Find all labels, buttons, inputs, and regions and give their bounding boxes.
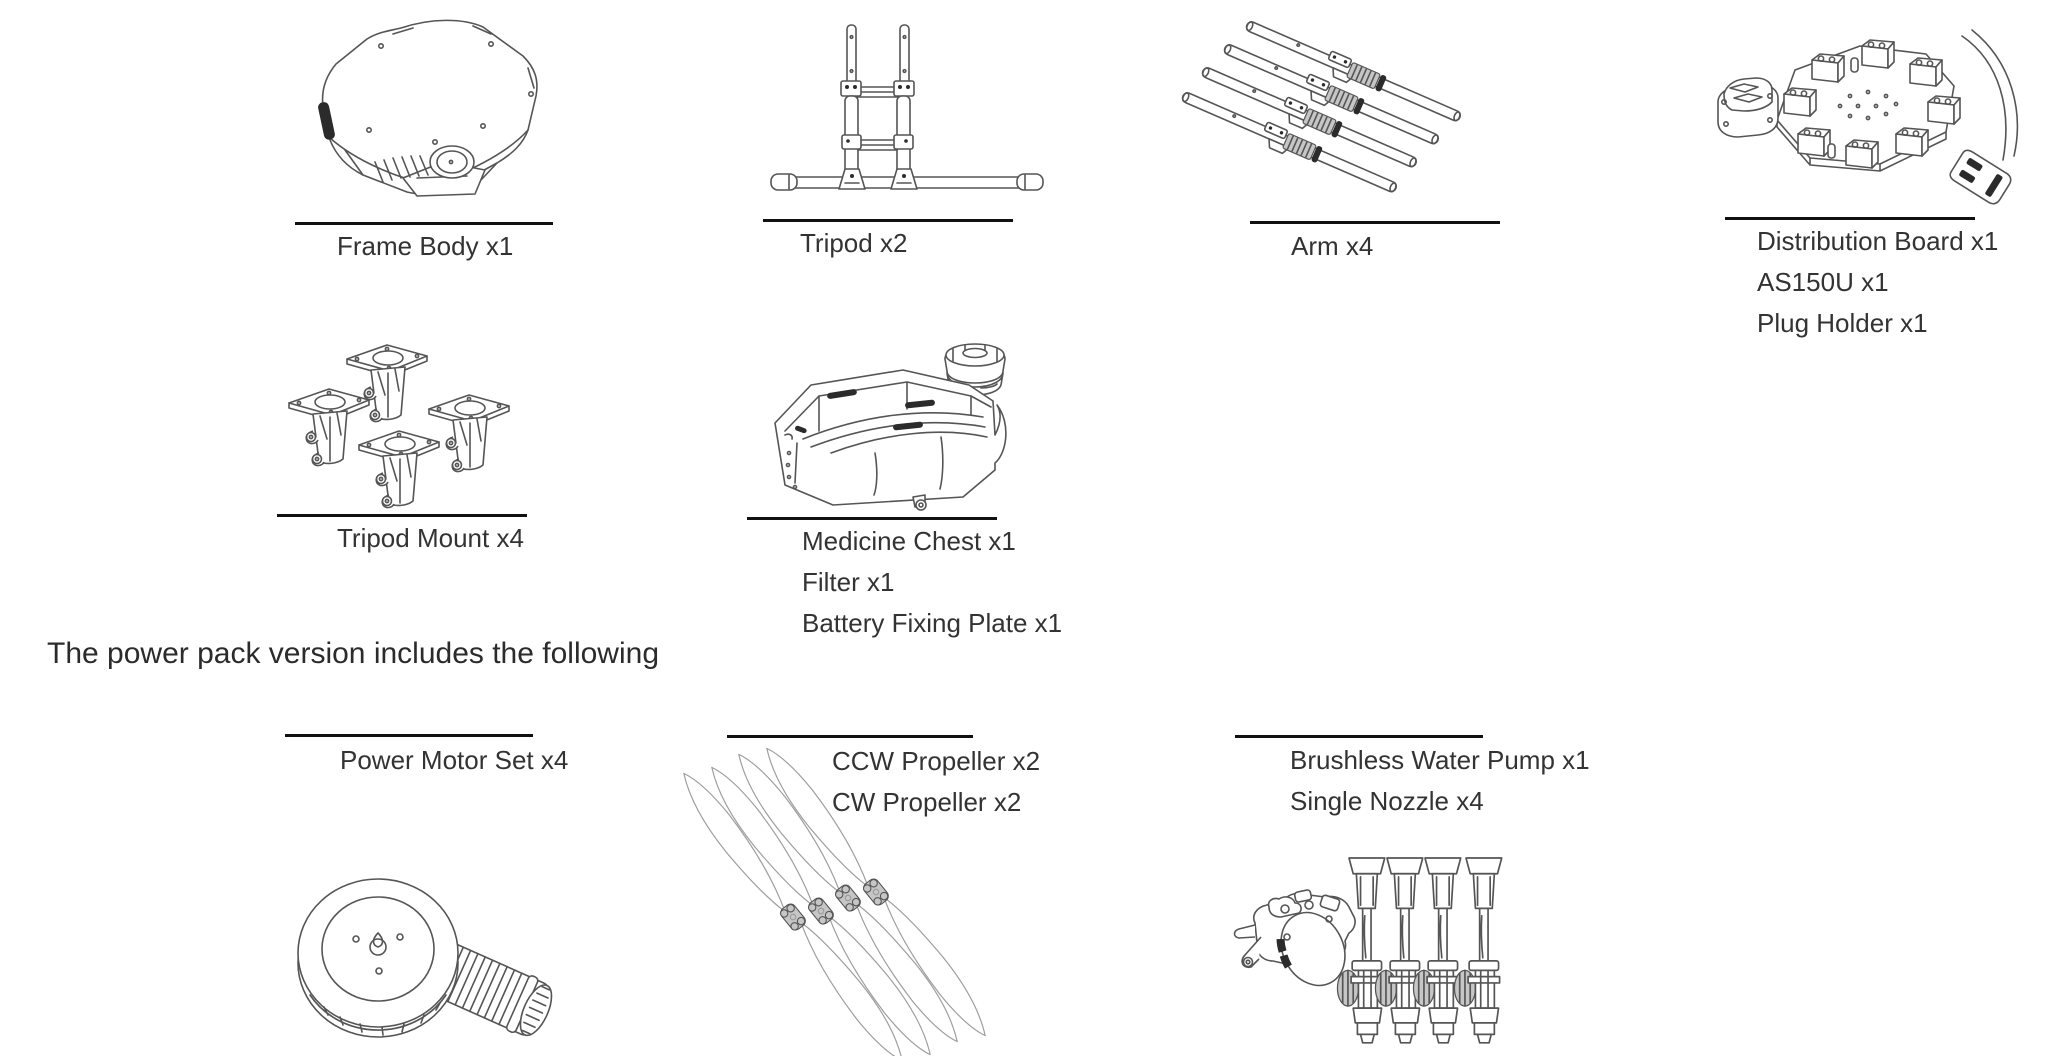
tripod-divider: [763, 219, 1013, 222]
filter-label: Filter x1: [802, 567, 895, 597]
ccw-propeller-label: CCW Propeller x2: [832, 746, 1041, 776]
tripod-mount-illustration: [275, 335, 550, 510]
arm-divider: [1250, 221, 1500, 224]
medicine-chest-divider: [747, 517, 997, 520]
frame-body-label: Frame Body x1: [337, 231, 514, 261]
tripod-mount-label: Tripod Mount x4: [337, 523, 524, 553]
as150u-label: AS150U x1: [1757, 267, 1889, 297]
power-motor-set-divider: [285, 734, 533, 737]
propellers-illustration: [700, 790, 1050, 1056]
medicine-chest-illustration: [745, 335, 1040, 515]
distribution-board-divider: [1725, 217, 1975, 220]
arm-label: Arm x4: [1291, 231, 1374, 261]
water-pump-labels: [1290, 740, 1590, 822]
water-pump-nozzles-illustration: [1225, 845, 1555, 1056]
power-motor-set-illustration: [280, 845, 560, 1056]
distribution-board-illustration: [1700, 10, 2048, 210]
distribution-board-labels: [1757, 221, 1998, 344]
brushless-water-pump-label: Brushless Water Pump x1: [1290, 745, 1590, 775]
medicine-chest-labels: [802, 521, 1062, 644]
power-motor-set-label: Power Motor Set x4: [340, 745, 569, 775]
battery-fixing-plate-label: Battery Fixing Plate x1: [802, 608, 1063, 638]
single-nozzle-label: Single Nozzle x4: [1290, 786, 1484, 816]
plug-holder-label: Plug Holder x1: [1757, 308, 1928, 338]
frame-body-divider: [295, 222, 553, 225]
tripod-label: Tripod x2: [800, 228, 908, 258]
arm-illustration: [1180, 20, 1465, 200]
propellers-divider: [727, 735, 973, 738]
cw-propeller-label: CW Propeller x2: [832, 787, 1022, 817]
distribution-board-label: Distribution Board x1: [1757, 226, 1999, 256]
tripod-mount-divider: [277, 514, 527, 517]
medicine-chest-label: Medicine Chest x1: [802, 526, 1016, 556]
power-pack-heading: The power pack version includes the following: [47, 637, 659, 670]
frame-body-illustration: [285, 10, 570, 210]
water-pump-divider: [1235, 735, 1483, 738]
tripod-illustration: [765, 15, 1050, 210]
